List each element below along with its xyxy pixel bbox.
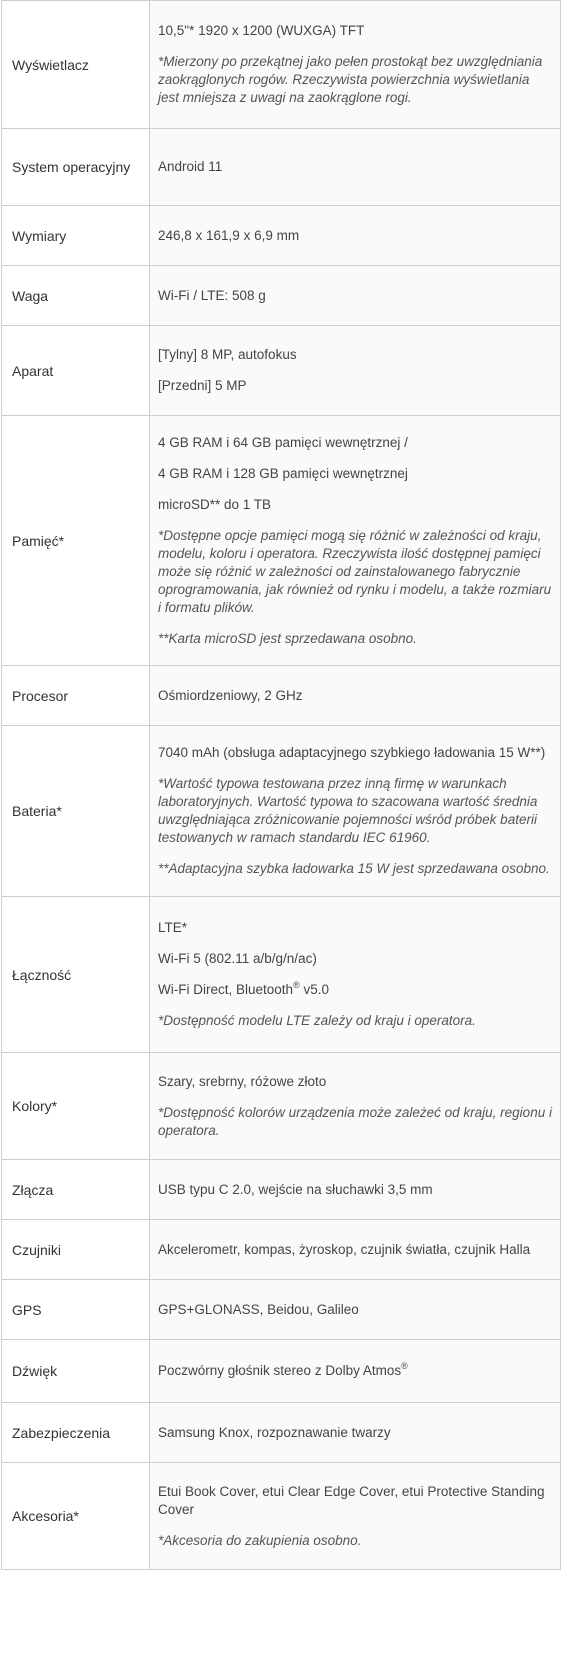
spec-text: *Wartość typowa testowana przez inną firmę w warunkach laboratoryjnych. Wartość typowa to szacowana wartość średnia uwzględniająca zróżnicowanie pojemności wśród próbek baterii testowanych w ramach standardu IEC 61960. — [158, 776, 538, 845]
spec-row — [2, 1053, 561, 1160]
spec-label: Dźwięk — [2, 1340, 150, 1403]
spec-footnote — [158, 1104, 552, 1140]
spec-value-line — [158, 1181, 552, 1199]
spec-value-line — [158, 434, 552, 452]
spec-text: Wi-Fi 5 (802.11 a/b/g/n/ac) — [158, 951, 317, 966]
spec-value — [150, 1403, 561, 1463]
spec-value — [150, 1280, 561, 1340]
spec-value — [150, 1463, 561, 1570]
spec-text: LTE* — [158, 920, 188, 935]
spec-value-line — [158, 687, 552, 705]
spec-value-line — [158, 1424, 552, 1442]
spec-text: 4 GB RAM i 64 GB pamięci wewnętrznej / — [158, 434, 408, 450]
spec-row — [2, 416, 561, 666]
spec-label: Aparat — [2, 326, 150, 416]
spec-row — [2, 1160, 561, 1220]
spec-row — [2, 897, 561, 1053]
registered-mark: ® — [293, 980, 300, 990]
spec-value — [150, 416, 561, 666]
spec-value — [150, 1053, 561, 1160]
spec-label: Bateria* — [2, 726, 150, 897]
spec-footnote — [158, 527, 552, 617]
spec-footnote — [158, 630, 552, 648]
spec-text: 4 GB RAM i 128 GB pamięci wewnętrznej — [158, 465, 408, 481]
spec-text: Akcelerometr, kompas, żyroskop, czujnik światła, czujnik Halla — [158, 1241, 531, 1257]
spec-table-body — [2, 1, 561, 1570]
spec-value — [150, 1340, 561, 1403]
spec-row — [2, 266, 561, 326]
spec-row — [2, 1280, 561, 1340]
spec-label: Czujniki — [2, 1220, 150, 1280]
spec-row — [2, 1463, 561, 1570]
spec-value — [150, 206, 561, 266]
spec-footnote — [158, 53, 552, 107]
spec-text: **Adaptacyjna szybka ładowarka 15 W jest sprzedawana osobno. — [158, 861, 550, 876]
spec-value-line — [158, 158, 552, 176]
spec-text: Etui Book Cover, etui Clear Edge Cover, etui Protective Standing Cover — [158, 1483, 545, 1517]
spec-label: GPS — [2, 1280, 150, 1340]
spec-text: *Akcesoria do zakupienia osobno. — [158, 1532, 362, 1548]
spec-label: Procesor — [2, 666, 150, 726]
spec-row — [2, 666, 561, 726]
spec-text: Wi-Fi Direct, Bluetooth — [158, 982, 294, 997]
spec-text: *Dostępność modelu LTE zależy od kraju i operatora. — [158, 1013, 476, 1028]
spec-text: [Tylny] 8 MP, autofokus — [158, 347, 297, 362]
spec-row — [2, 1403, 561, 1463]
spec-text: Poczwórny głośnik stereo z Dolby Atmos — [158, 1363, 402, 1378]
spec-text: Samsung Knox, rozpoznawanie twarzy — [158, 1424, 391, 1440]
spec-value-line — [158, 1073, 552, 1091]
spec-label: Waga — [2, 266, 150, 326]
spec-label: Łączność — [2, 897, 150, 1053]
spec-value — [150, 1, 561, 129]
spec-row — [2, 206, 561, 266]
spec-row — [2, 1220, 561, 1280]
spec-value-line — [158, 227, 552, 245]
spec-text: GPS+GLONASS, Beidou, Galileo — [158, 1301, 359, 1317]
spec-value — [150, 1220, 561, 1280]
spec-value-line — [158, 950, 552, 968]
spec-value-line — [158, 465, 552, 483]
spec-table — [1, 0, 561, 1570]
spec-value-line — [158, 1483, 552, 1519]
spec-value — [150, 726, 561, 897]
spec-label: Kolory* — [2, 1053, 150, 1160]
spec-value-line — [158, 744, 552, 762]
spec-text: [Przedni] 5 MP — [158, 378, 247, 393]
spec-value-line — [158, 287, 552, 305]
spec-footnote — [158, 775, 552, 847]
spec-text: Wi-Fi / LTE: 508 g — [158, 287, 266, 303]
spec-text: *Mierzony po przekątnej jako pełen prostokąt bez uwzględniania zaokrąglonych rogów. Rzeczywista powierzchnia wyświetlania jest mniejsza z uwagi na zaokrąglone rogi. — [158, 54, 543, 105]
spec-value-line — [158, 1301, 552, 1319]
spec-label: Wymiary — [2, 206, 150, 266]
spec-text: 246,8 x 161,9 x 6,9 mm — [158, 227, 300, 243]
spec-text: *Dostępne opcje pamięci mogą się różnić w zależności od kraju, modelu, koloru i operatora. Rzeczywista ilość dostępnej pamięci może się różnić w zależności od zainstalowanego fabrycznie oprogramowania, jak również od rynku i modelu, a także rozmiaru i formatu plików. — [158, 527, 552, 615]
spec-label: System operacyjny — [2, 129, 150, 206]
spec-footnote — [158, 1012, 552, 1030]
spec-row — [2, 1, 561, 129]
spec-row — [2, 129, 561, 206]
spec-value-line — [158, 346, 552, 364]
spec-row — [2, 726, 561, 897]
spec-text: Ośmiordzeniowy, 2 GHz — [158, 687, 303, 703]
spec-footnote — [158, 860, 552, 878]
spec-value-line — [158, 377, 552, 395]
spec-text: USB typu C 2.0, wejście na słuchawki 3,5 mm — [158, 1181, 433, 1197]
spec-label: Wyświetlacz — [2, 1, 150, 129]
spec-text: **Karta microSD jest sprzedawana osobno. — [158, 630, 417, 646]
spec-value-line — [158, 919, 552, 937]
spec-value — [150, 266, 561, 326]
spec-value-line — [158, 22, 552, 40]
spec-value — [150, 129, 561, 206]
spec-value-line — [158, 1362, 552, 1380]
spec-text-suffix: v5.0 — [299, 982, 329, 997]
spec-value-line — [158, 496, 552, 514]
spec-value — [150, 1160, 561, 1220]
spec-row — [2, 326, 561, 416]
spec-value-line — [158, 981, 552, 999]
spec-text: microSD** do 1 TB — [158, 496, 272, 512]
spec-label: Pamięć* — [2, 416, 150, 666]
spec-value — [150, 897, 561, 1053]
spec-row — [2, 1340, 561, 1403]
spec-label: Złącza — [2, 1160, 150, 1220]
spec-text: Szary, srebrny, różowe złoto — [158, 1073, 327, 1089]
spec-text: 10,5"* 1920 x 1200 (WUXGA) TFT — [158, 23, 365, 38]
spec-value-line — [158, 1241, 552, 1259]
spec-value — [150, 326, 561, 416]
spec-footnote — [158, 1532, 552, 1550]
spec-text: *Dostępność kolorów urządzenia może zależeć od kraju, regionu i operatora. — [158, 1104, 552, 1138]
spec-text: Android 11 — [158, 159, 223, 174]
spec-label: Zabezpieczenia — [2, 1403, 150, 1463]
registered-mark: ® — [401, 1361, 408, 1371]
spec-label: Akcesoria* — [2, 1463, 150, 1570]
spec-value — [150, 666, 561, 726]
spec-text: 7040 mAh (obsługa adaptacyjnego szybkiego ładowania 15 W**) — [158, 745, 546, 760]
